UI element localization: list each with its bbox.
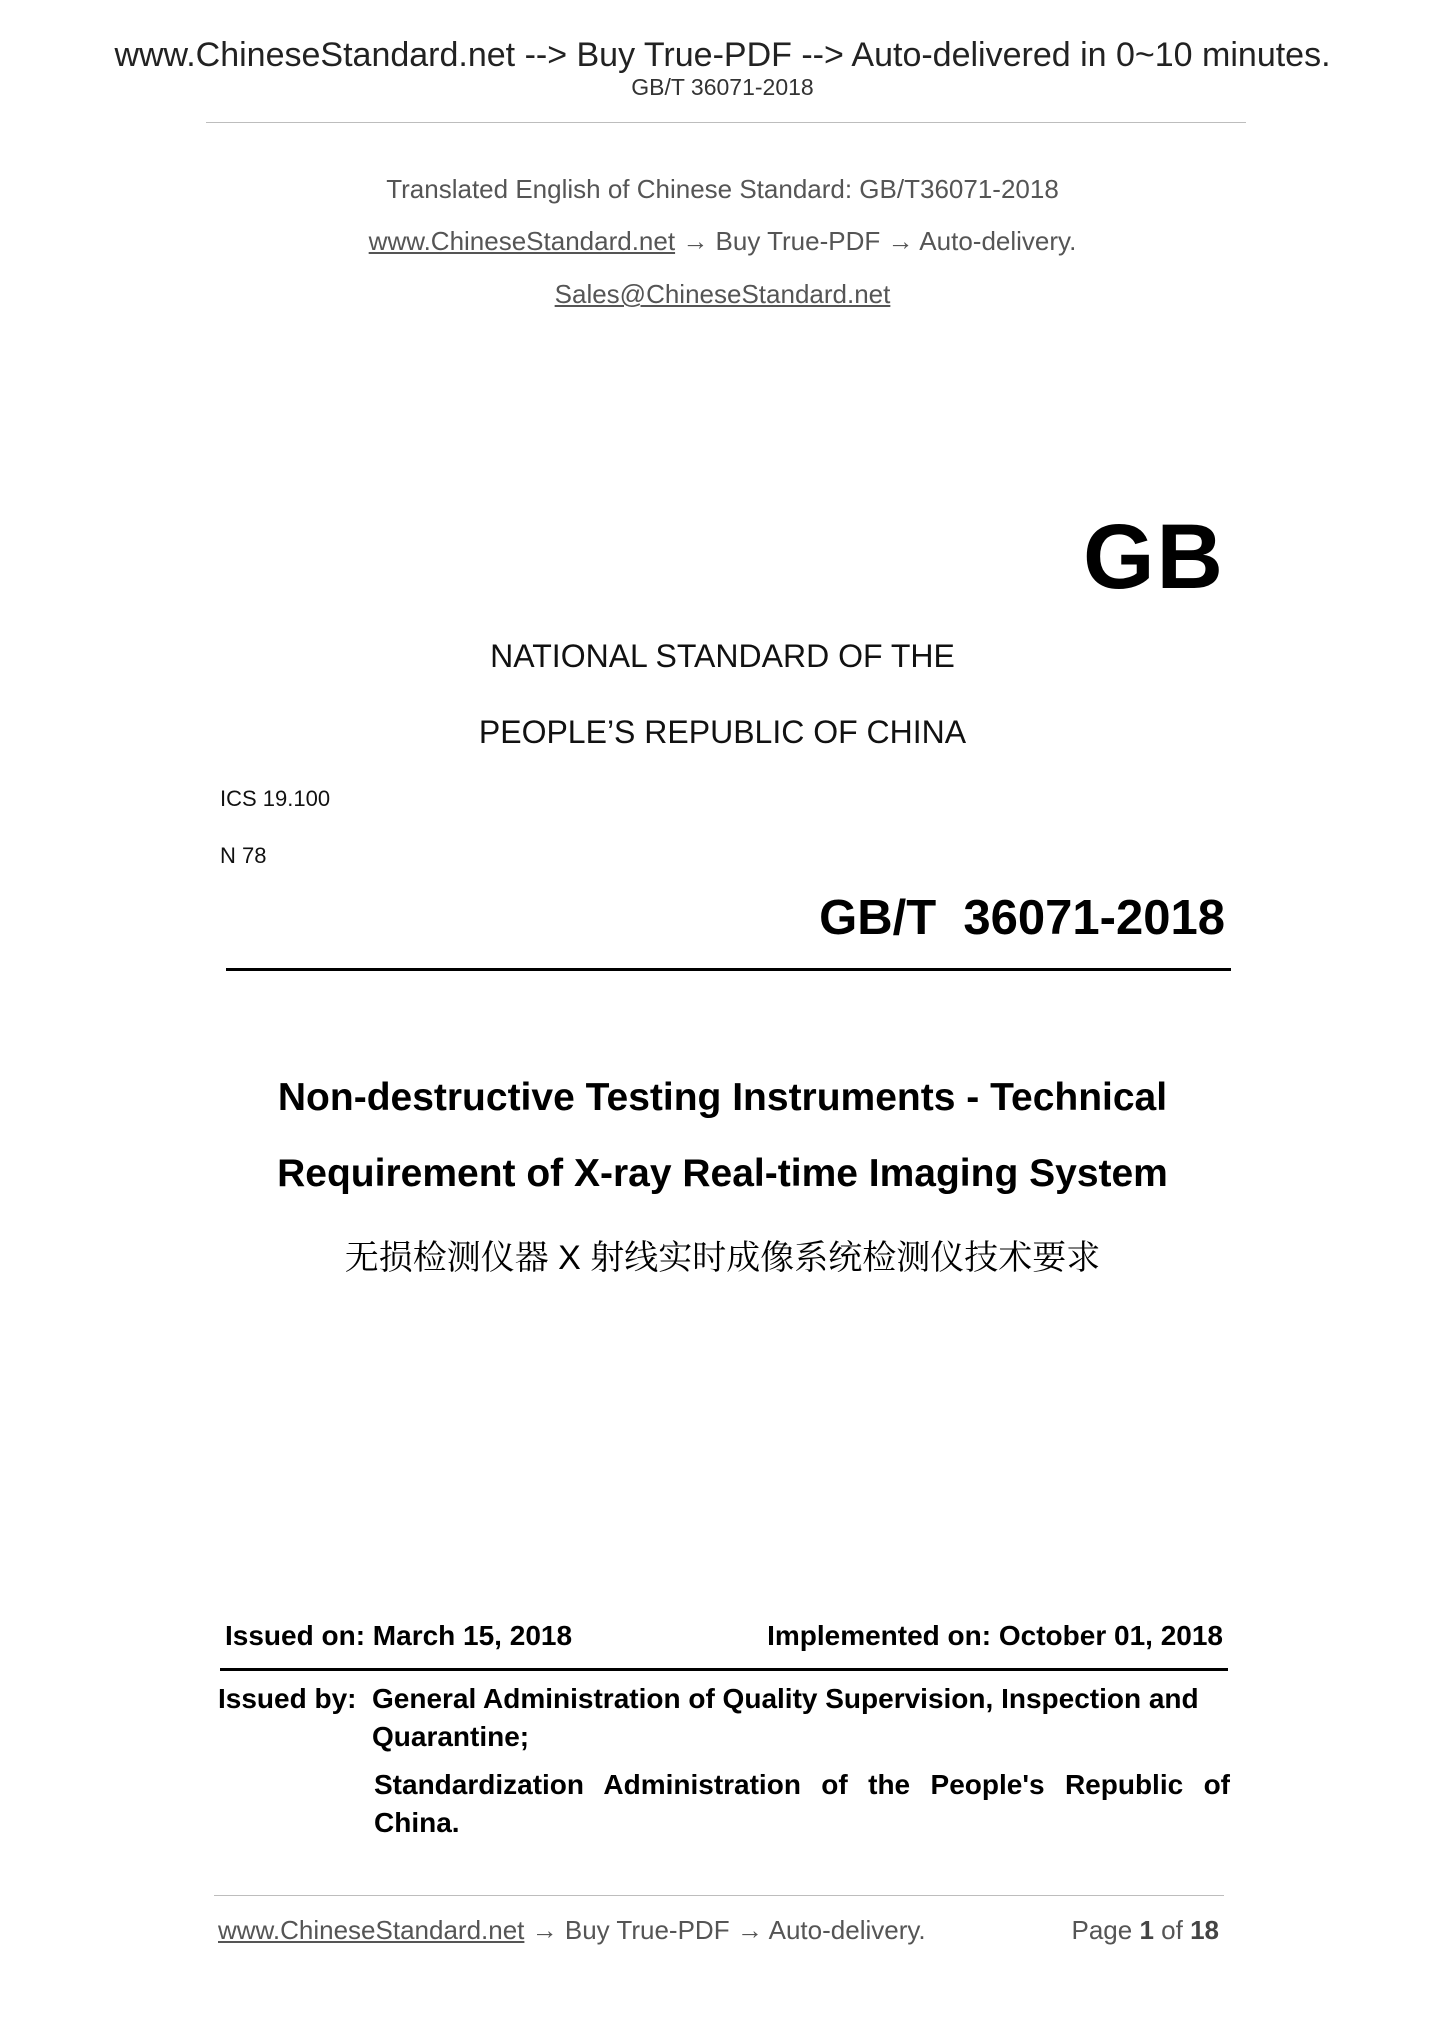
issuer-1-line2: Quarantine; (372, 1721, 530, 1752)
page-current: 1 (1139, 1915, 1154, 1945)
standard-number-underline (226, 968, 1231, 971)
ccs-code: N 78 (220, 843, 267, 868)
chinese-title: 无损检测仪器 X 射线实时成像系统检测仪技术要求 (344, 1239, 1101, 1277)
page-indicator (1071, 1915, 1219, 1946)
top-banner: www.ChineseStandard.net --> Buy True-PDF --> Auto-delivered in 0~10 minutes. (114, 36, 1331, 74)
gb-logo-mark: GB (1083, 506, 1225, 608)
page-label: Page (1071, 1915, 1133, 1945)
title-line1: Non-destructive Testing Instruments - Technical (277, 1076, 1168, 1119)
translation-note: Translated English of Chinese Standard: GB/T36071-2018 (386, 174, 1059, 204)
issued-by-label: Issued by: (218, 1683, 357, 1714)
ics-code: ICS 19.100 (220, 786, 331, 811)
issued-on-date: Issued on: March 15, 2018 (225, 1620, 573, 1651)
footer-divider (214, 1895, 1224, 1896)
issuer-1-line1: General Administration of Quality Supervision, Inspection and (372, 1683, 1199, 1714)
site-link[interactable]: www.ChineseStandard.net (368, 226, 676, 256)
buy-line (0, 226, 1445, 257)
page-of: of (1161, 1915, 1183, 1945)
page-total: 18 (1190, 1915, 1219, 1945)
standard-number: GB/T 36071-2018 (819, 891, 1225, 945)
footer-buy-line (218, 1915, 926, 1946)
footer-buy-text: Buy True-PDF (564, 1915, 730, 1945)
arrow-right-icon: → (887, 226, 914, 256)
national-standard-line1: NATIONAL STANDARD OF THE (490, 638, 955, 674)
title-line2: Requirement of X-ray Real-time Imaging System (277, 1152, 1168, 1195)
buy-text: Buy True-PDF (715, 226, 881, 256)
issuer-2-line2: China. (374, 1807, 460, 1838)
issuer-2 (374, 1766, 1230, 1842)
national-standard-line2: PEOPLE’S REPUBLIC OF CHINA (478, 714, 967, 750)
email-link[interactable]: Sales@ChineseStandard.net (554, 279, 891, 309)
implemented-on-date: Implemented on: October 01, 2018 (767, 1620, 1223, 1651)
footer-site-link[interactable]: www.ChineseStandard.net (218, 1915, 525, 1945)
issuer-2-line1: Standardization Administration of the People's Republic of (374, 1769, 1230, 1800)
delivery-text: Auto-delivery. (919, 226, 1077, 256)
dates-divider (220, 1668, 1228, 1671)
arrow-right-icon: → (682, 226, 709, 256)
email-line (0, 279, 1445, 310)
header-divider (206, 122, 1246, 123)
header-standard-code: GB/T 36071-2018 (631, 74, 814, 100)
footer-delivery-text: Auto-delivery. (768, 1915, 926, 1945)
issuer-1 (372, 1680, 1232, 1756)
arrow-right-icon: → (531, 1915, 558, 1945)
arrow-right-icon: → (736, 1915, 763, 1945)
